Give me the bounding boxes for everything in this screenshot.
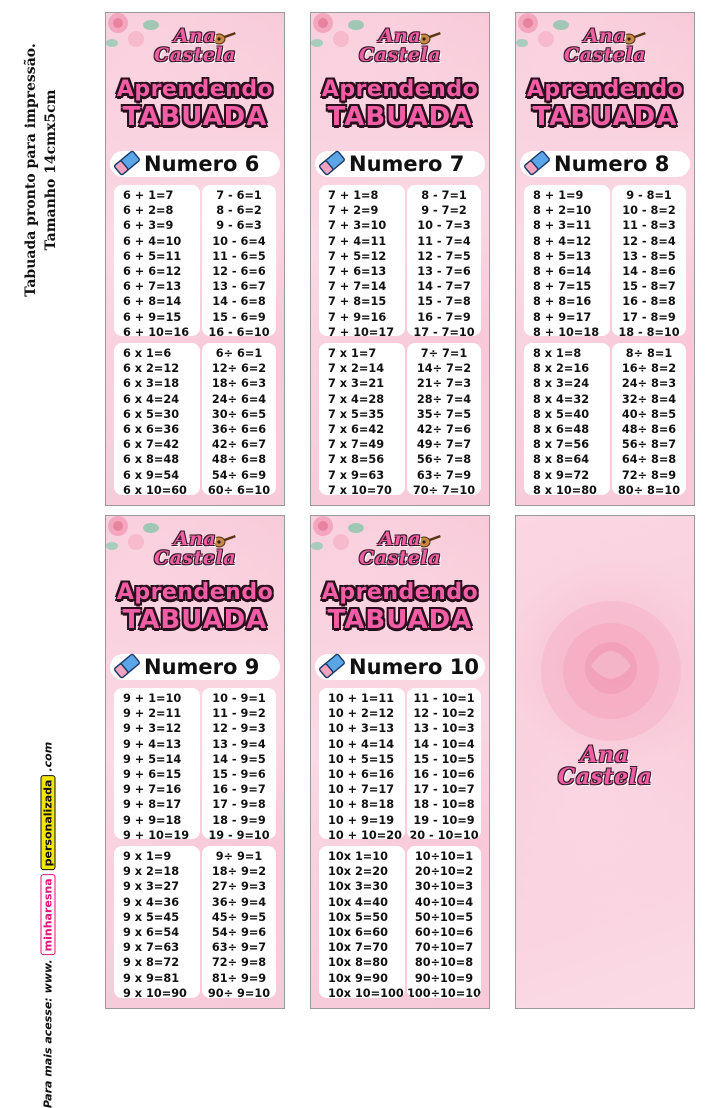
- tabuada-card-10: [310, 515, 490, 1009]
- addition-table: [319, 688, 405, 839]
- add-line: 7 + 9=16: [328, 310, 387, 324]
- add-line: 6 + 3=9: [123, 219, 174, 233]
- sub-line: 15 - 7=8: [417, 295, 471, 309]
- print-instructions-line2: Tamanho 14cmx5cm: [43, 89, 59, 251]
- mul-line: 8 x 10=80: [533, 483, 597, 495]
- cover-logo-line2: Castela: [557, 764, 653, 790]
- div-line: 70÷10=7: [414, 941, 474, 955]
- mul-line: 10x 1=10: [328, 850, 388, 863]
- mul-line: 7 x 2=14: [328, 362, 385, 376]
- div-line: 90÷ 9=10: [207, 986, 271, 998]
- div-line: 40÷10=4: [414, 895, 474, 909]
- mul-line: 10x 7=70: [328, 941, 388, 955]
- footer-site: [18, 741, 78, 1108]
- add-line: 6 + 6=12: [123, 265, 182, 279]
- add-line: 6 + 9=15: [123, 310, 182, 324]
- sub-line: 13 - 6=7: [212, 280, 266, 294]
- mul-line: 7 x 8=56: [328, 453, 385, 467]
- mul-line: 7 x 1=7: [328, 347, 377, 360]
- addition-table: [114, 688, 200, 839]
- div-line: 63÷ 7=9: [416, 468, 472, 482]
- mul-line: 8 x 6=48: [533, 423, 590, 437]
- sub-line: 14 - 8=6: [622, 265, 676, 279]
- addition-table: [114, 185, 200, 336]
- div-line: 80÷10=8: [414, 956, 474, 970]
- mul-line: 6 x 10=60: [123, 483, 187, 495]
- add-line: 10 + 3=13: [328, 722, 395, 736]
- sub-line: 16 - 7=9: [417, 310, 471, 324]
- number-title: Numero 7: [349, 152, 465, 176]
- add-line: 7 + 2=9: [328, 204, 379, 218]
- multiplication-table: [319, 343, 405, 495]
- div-line: 27÷ 9=3: [211, 880, 267, 894]
- add-line: 7 + 3=10: [328, 219, 387, 233]
- sub-line: 9 - 6=3: [216, 219, 262, 233]
- add-line: 9 + 4=13: [123, 737, 182, 751]
- sub-line: 17 - 9=8: [212, 798, 266, 812]
- sub-line: 10 - 7=3: [417, 219, 471, 233]
- sub-line: 11 - 6=5: [212, 249, 266, 263]
- sub-line: 13 - 10=3: [413, 722, 475, 736]
- sub-line: 15 - 9=6: [212, 768, 266, 782]
- sub-line: 10 - 6=4: [212, 234, 266, 248]
- mul-line: 9 x 1=9: [123, 850, 172, 863]
- sub-line: 10 - 8=2: [622, 204, 676, 218]
- add-line: 6 + 5=11: [123, 249, 182, 263]
- div-line: 30÷ 6=5: [211, 407, 267, 421]
- eraser-icon: [112, 147, 142, 179]
- mul-line: 6 x 4=24: [123, 392, 180, 406]
- mul-line: 6 x 9=54: [123, 468, 180, 482]
- add-line: 7 + 4=11: [328, 234, 387, 248]
- rose-background-icon: [536, 596, 686, 746]
- mul-line: 9 x 2=18: [123, 865, 180, 879]
- sub-line: 12 - 10=2: [413, 707, 475, 721]
- add-line: 7 + 6=13: [328, 265, 387, 279]
- mul-line: 10x 8=80: [328, 956, 388, 970]
- mul-line: 8 x 8=64: [533, 453, 590, 467]
- add-line: 6 + 1=7: [123, 189, 174, 202]
- print-instructions: [10, 10, 72, 330]
- subtraction-table: [202, 688, 276, 839]
- mul-line: 6 x 1=6: [123, 347, 172, 360]
- print-instructions-text: [21, 43, 61, 296]
- multiplication-table: [114, 846, 200, 998]
- div-line: 12÷ 6=2: [211, 362, 267, 376]
- sub-line: 14 - 10=4: [413, 737, 475, 751]
- sub-line: 11 - 9=2: [212, 707, 266, 721]
- logo-line2: Castela: [358, 547, 442, 569]
- cover-card: [515, 515, 695, 1009]
- eraser-icon: [522, 147, 552, 179]
- add-line: 10 + 5=15: [328, 752, 395, 766]
- number-title-bar: [110, 654, 280, 680]
- add-line: 9 + 9=18: [123, 813, 182, 827]
- add-line: 9 + 5=14: [123, 752, 182, 766]
- mul-line: 8 x 1=8: [533, 347, 582, 360]
- sub-line: 15 - 6=9: [212, 310, 266, 324]
- tabuada-card-8: [515, 12, 695, 506]
- add-line: 10 + 2=12: [328, 707, 395, 721]
- div-line: 10÷10=1: [414, 850, 474, 863]
- div-line: 64÷ 8=8: [621, 453, 677, 467]
- mul-line: 9 x 8=72: [123, 956, 180, 970]
- div-line: 32÷ 8=4: [621, 392, 677, 406]
- mul-line: 9 x 5=45: [123, 910, 180, 924]
- multiplication-table: [114, 343, 200, 495]
- number-title: Numero 8: [554, 152, 670, 176]
- tabuada-card-7: [310, 12, 490, 506]
- add-line: 9 + 6=15: [123, 768, 182, 782]
- mul-line: 10x 9=90: [328, 971, 388, 985]
- sub-line: 13 - 9=4: [212, 737, 266, 751]
- sub-line: 18 - 8=10: [618, 325, 680, 336]
- add-line: 7 + 7=14: [328, 280, 387, 294]
- div-line: 72÷ 9=8: [211, 956, 267, 970]
- logo-line1: Ana: [378, 25, 422, 47]
- div-line: 50÷10=5: [414, 910, 474, 924]
- footer-brand-part2: personalizada: [41, 776, 56, 871]
- add-line: 8 + 7=15: [533, 280, 592, 294]
- add-line: 10 + 9=19: [328, 813, 395, 827]
- sub-line: 10 - 9=1: [212, 692, 266, 705]
- div-line: 6÷ 6=1: [215, 347, 263, 360]
- div-line: 45÷ 9=5: [211, 910, 267, 924]
- brand-logo: [311, 27, 489, 65]
- add-line: 8 + 9=17: [533, 310, 592, 324]
- add-line: 10 + 7=17: [328, 783, 395, 797]
- heading-line2: TABUADA: [122, 605, 268, 635]
- brand-logo: [311, 530, 489, 568]
- div-line: 72÷ 8=9: [621, 468, 677, 482]
- logo-line1: Ana: [173, 25, 217, 47]
- footer-www: www.: [41, 959, 55, 994]
- division-table: [407, 846, 481, 998]
- eraser-icon: [317, 147, 347, 179]
- mul-line: 8 x 9=72: [533, 468, 590, 482]
- sub-line: 16 - 9=7: [212, 783, 266, 797]
- brand-logo: [106, 530, 284, 568]
- logo-line2: Castela: [153, 44, 237, 66]
- div-line: 70÷ 7=10: [412, 483, 476, 495]
- div-line: 48÷ 6=8: [211, 453, 267, 467]
- add-line: 10 + 10=20: [328, 828, 402, 839]
- mul-line: 7 x 3=21: [328, 377, 385, 391]
- sub-line: 8 - 6=2: [216, 204, 262, 218]
- division-table: [407, 343, 481, 495]
- div-line: 90÷10=9: [414, 971, 474, 985]
- mul-line: 6 x 8=48: [123, 453, 180, 467]
- mul-line: 8 x 4=32: [533, 392, 590, 406]
- div-line: 60÷10=6: [414, 926, 474, 940]
- add-line: 10 + 1=11: [328, 692, 395, 705]
- add-line: 6 + 7=13: [123, 280, 182, 294]
- sub-line: 12 - 7=5: [417, 249, 471, 263]
- div-line: 63÷ 9=7: [211, 941, 267, 955]
- div-line: 35÷ 7=5: [416, 407, 472, 421]
- heading-line1: Aprendendo: [321, 77, 479, 102]
- footer-site-text[interactable]: [41, 742, 56, 1108]
- mul-line: 6 x 7=42: [123, 438, 180, 452]
- subtraction-table: [407, 688, 481, 839]
- brand-logo: [516, 27, 694, 65]
- tabuada-card-9: [105, 515, 285, 1009]
- div-line: 16÷ 8=2: [621, 362, 677, 376]
- logo-line1: Ana: [583, 25, 627, 47]
- div-line: 56÷ 8=7: [621, 438, 677, 452]
- addition-table: [524, 185, 610, 336]
- div-line: 42÷ 7=6: [416, 423, 472, 437]
- div-line: 7÷ 7=1: [420, 347, 468, 360]
- div-line: 24÷ 6=4: [211, 392, 267, 406]
- sub-line: 12 - 6=6: [212, 265, 266, 279]
- div-line: 20÷10=2: [414, 865, 474, 879]
- mul-line: 10x 5=50: [328, 910, 388, 924]
- sub-line: 18 - 10=8: [413, 798, 475, 812]
- add-line: 10 + 6=16: [328, 768, 395, 782]
- heading-line1: Aprendendo: [116, 580, 274, 605]
- sub-line: 14 - 9=5: [212, 752, 266, 766]
- card-heading: [516, 77, 694, 132]
- add-line: 10 + 8=18: [328, 798, 395, 812]
- heading-line2: TABUADA: [327, 605, 473, 635]
- sub-line: 9 - 8=1: [626, 189, 672, 202]
- sub-line: 12 - 8=4: [622, 234, 676, 248]
- div-line: 54÷ 9=6: [211, 926, 267, 940]
- div-line: 14÷ 7=2: [416, 362, 472, 376]
- mul-line: 7 x 4=28: [328, 392, 385, 406]
- div-line: 54÷ 6=9: [211, 468, 267, 482]
- sub-line: 8 - 7=1: [421, 189, 467, 202]
- div-line: 81÷ 9=9: [211, 971, 267, 985]
- logo-line2: Castela: [358, 44, 442, 66]
- sub-line: 16 - 6=10: [208, 325, 270, 336]
- heading-line1: Aprendendo: [116, 77, 274, 102]
- number-title-bar: [315, 151, 485, 177]
- heading-line1: Aprendendo: [526, 77, 684, 102]
- mul-line: 6 x 2=12: [123, 362, 180, 376]
- sub-line: 13 - 8=5: [622, 249, 676, 263]
- sub-line: 7 - 6=1: [216, 189, 262, 202]
- subtraction-table: [202, 185, 276, 336]
- add-line: 10 + 4=14: [328, 737, 395, 751]
- div-line: 100÷10=10: [407, 986, 481, 998]
- sub-line: 17 - 8=9: [622, 310, 676, 324]
- div-line: 40÷ 8=5: [621, 407, 677, 421]
- sub-line: 13 - 7=6: [417, 265, 471, 279]
- mul-line: 8 x 2=16: [533, 362, 590, 376]
- sub-line: 9 - 7=2: [421, 204, 467, 218]
- mul-line: 6 x 3=18: [123, 377, 180, 391]
- add-line: 9 + 8=17: [123, 798, 182, 812]
- sub-line: 18 - 9=9: [212, 813, 266, 827]
- div-line: 60÷ 6=10: [207, 483, 271, 495]
- sub-line: 11 - 8=3: [622, 219, 676, 233]
- mul-line: 10x 2=20: [328, 865, 388, 879]
- mul-line: 6 x 6=36: [123, 423, 180, 437]
- add-line: 8 + 3=11: [533, 219, 592, 233]
- add-line: 8 + 8=16: [533, 295, 592, 309]
- sub-line: 12 - 9=3: [212, 722, 266, 736]
- add-line: 8 + 1=9: [533, 189, 584, 202]
- division-table: [202, 343, 276, 495]
- card-heading: [311, 77, 489, 132]
- mul-line: 9 x 4=36: [123, 895, 180, 909]
- div-line: 30÷10=3: [414, 880, 474, 894]
- sub-line: 11 - 10=1: [413, 692, 475, 705]
- number-title: Numero 9: [144, 655, 260, 679]
- mul-line: 7 x 6=42: [328, 423, 385, 437]
- div-line: 49÷ 7=7: [416, 438, 472, 452]
- number-title-bar: [520, 151, 690, 177]
- div-line: 36÷ 6=6: [211, 423, 267, 437]
- add-line: 8 + 5=13: [533, 249, 592, 263]
- subtraction-table: [407, 185, 481, 336]
- card-heading: [311, 580, 489, 635]
- add-line: 9 + 2=11: [123, 707, 182, 721]
- add-line: 8 + 2=10: [533, 204, 592, 218]
- div-line: 18÷ 9=2: [211, 865, 267, 879]
- sub-line: 11 - 7=4: [417, 234, 471, 248]
- div-line: 56÷ 7=8: [416, 453, 472, 467]
- sub-line: 14 - 6=8: [212, 295, 266, 309]
- heading-line2: TABUADA: [327, 102, 473, 132]
- print-instructions-line1: Tabuada pronto para impressão.: [23, 43, 39, 297]
- sub-line: 16 - 10=6: [413, 768, 475, 782]
- mul-line: 9 x 3=27: [123, 880, 180, 894]
- div-line: 80÷ 8=10: [617, 483, 681, 495]
- logo-line1: Ana: [173, 528, 217, 550]
- mul-line: 10x 10=100: [328, 986, 404, 998]
- div-line: 9÷ 9=1: [215, 850, 263, 863]
- heading-line1: Aprendendo: [321, 580, 479, 605]
- add-line: 9 + 10=19: [123, 828, 190, 839]
- number-title-bar: [110, 151, 280, 177]
- div-line: 42÷ 6=7: [211, 438, 267, 452]
- mul-line: 10x 6=60: [328, 926, 388, 940]
- mul-line: 8 x 7=56: [533, 438, 590, 452]
- footer-prefix: Para mais acesse:: [41, 997, 55, 1108]
- add-line: 6 + 8=14: [123, 295, 182, 309]
- number-title-bar: [315, 654, 485, 680]
- heading-line2: TABUADA: [532, 102, 678, 132]
- card-heading: [106, 77, 284, 132]
- sub-line: 19 - 10=9: [413, 813, 475, 827]
- mul-line: 8 x 5=40: [533, 407, 590, 421]
- add-line: 7 + 8=15: [328, 295, 387, 309]
- logo-line2: Castela: [563, 44, 647, 66]
- tabuada-card-6: [105, 12, 285, 506]
- add-line: 7 + 1=8: [328, 189, 379, 202]
- sub-line: 14 - 7=7: [417, 280, 471, 294]
- add-line: 9 + 1=10: [123, 692, 182, 705]
- add-line: 6 + 4=10: [123, 234, 182, 248]
- eraser-icon: [317, 650, 347, 682]
- div-line: 21÷ 7=3: [416, 377, 472, 391]
- div-line: 48÷ 8=6: [621, 423, 677, 437]
- mul-line: 9 x 10=90: [123, 986, 187, 998]
- sub-line: 15 - 10=5: [413, 752, 475, 766]
- division-table: [612, 343, 686, 495]
- addition-table: [319, 185, 405, 336]
- number-title: Numero 10: [349, 655, 479, 679]
- div-line: 24÷ 8=3: [621, 377, 677, 391]
- sub-line: 19 - 9=10: [208, 828, 270, 839]
- div-line: 18÷ 6=3: [211, 377, 267, 391]
- sub-line: 16 - 8=8: [622, 295, 676, 309]
- mul-line: 10x 4=40: [328, 895, 388, 909]
- mul-line: 9 x 6=54: [123, 926, 180, 940]
- logo-line2: Castela: [153, 547, 237, 569]
- add-line: 7 + 10=17: [328, 325, 395, 336]
- mul-line: 6 x 5=30: [123, 407, 180, 421]
- div-line: 36÷ 9=4: [211, 895, 267, 909]
- footer-brand-part1: minharesna: [41, 874, 56, 955]
- div-line: 28÷ 7=4: [416, 392, 472, 406]
- cover-logo-line1: Ana: [580, 742, 630, 768]
- add-line: 6 + 2=8: [123, 204, 174, 218]
- eraser-icon: [112, 650, 142, 682]
- mul-line: 9 x 7=63: [123, 941, 180, 955]
- footer-suffix: .com: [41, 741, 55, 772]
- add-line: 6 + 10=16: [123, 325, 190, 336]
- sub-line: 15 - 8=7: [622, 280, 676, 294]
- logo-line1: Ana: [378, 528, 422, 550]
- add-line: 8 + 4=12: [533, 234, 592, 248]
- number-title: Numero 6: [144, 152, 260, 176]
- cover-logo: [516, 744, 694, 788]
- division-table: [202, 846, 276, 998]
- add-line: 9 + 7=16: [123, 783, 182, 797]
- sub-line: 17 - 7=10: [413, 325, 475, 336]
- mul-line: 7 x 5=35: [328, 407, 385, 421]
- mul-line: 8 x 3=24: [533, 377, 590, 391]
- brand-logo: [106, 27, 284, 65]
- mul-line: 9 x 9=81: [123, 971, 180, 985]
- add-line: 8 + 6=14: [533, 265, 592, 279]
- add-line: 8 + 10=18: [533, 325, 600, 336]
- multiplication-table: [524, 343, 610, 495]
- subtraction-table: [612, 185, 686, 336]
- sub-line: 17 - 10=7: [413, 783, 475, 797]
- sub-line: 20 - 10=10: [409, 828, 479, 839]
- multiplication-table: [319, 846, 405, 998]
- mul-line: 10x 3=30: [328, 880, 388, 894]
- mul-line: 7 x 9=63: [328, 468, 385, 482]
- div-line: 8÷ 8=1: [625, 347, 673, 360]
- card-heading: [106, 580, 284, 635]
- add-line: 7 + 5=12: [328, 249, 387, 263]
- heading-line2: TABUADA: [122, 102, 268, 132]
- mul-line: 7 x 10=70: [328, 483, 392, 495]
- add-line: 9 + 3=12: [123, 722, 182, 736]
- mul-line: 7 x 7=49: [328, 438, 385, 452]
